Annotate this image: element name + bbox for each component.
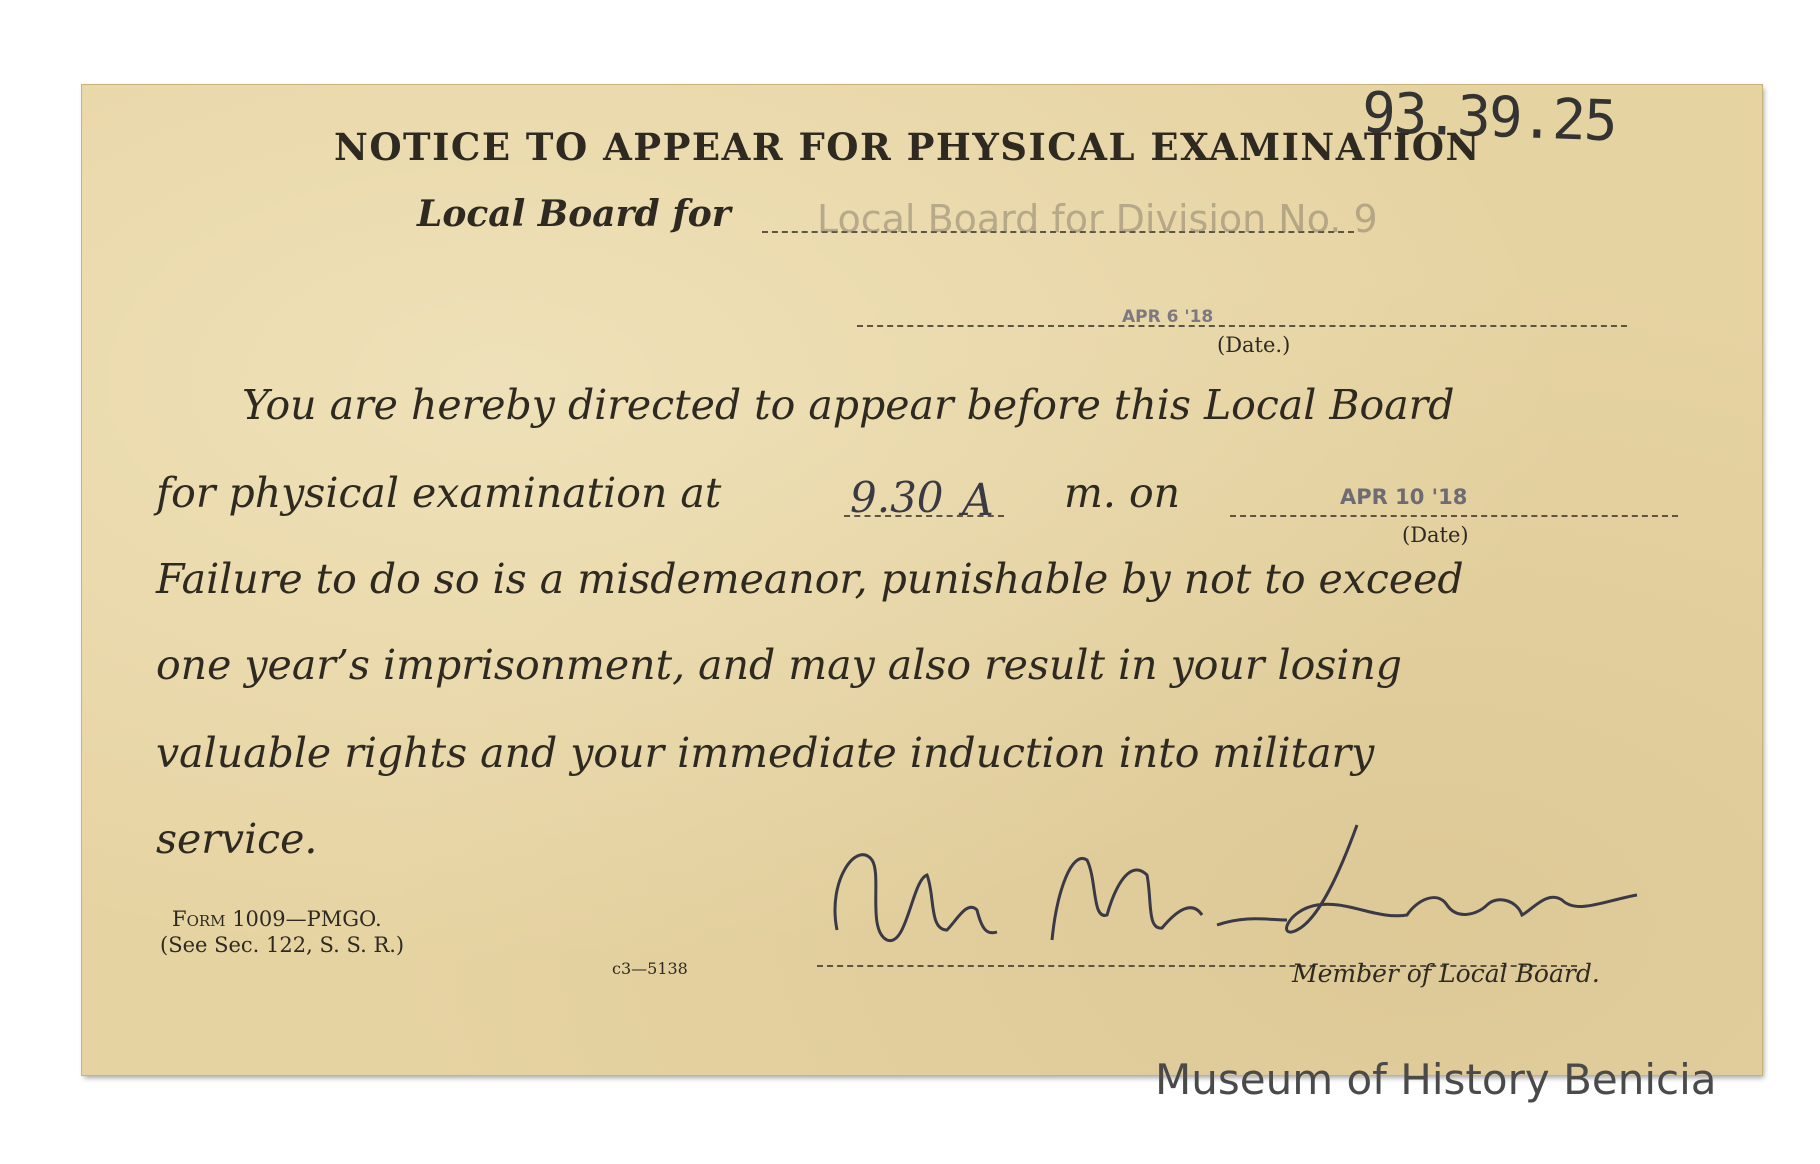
- body-line-1: You are hereby directed to appear before this Local Board: [242, 381, 1455, 429]
- body-line-2-prefix: for physical examination at: [156, 469, 722, 517]
- body-line-4: one year’s imprisonment, and may also result in your losing: [156, 641, 1403, 689]
- museum-watermark: Museum of History Benicia: [1155, 1055, 1717, 1104]
- body-line-6: service.: [156, 815, 318, 863]
- body-line-3: Failure to do so is a misdemeanor, punishable by not to exceed: [156, 555, 1464, 603]
- body-line-5: valuable rights and your immediate induction into military: [156, 729, 1375, 777]
- local-board-stamp: Local Board for Division No. 9: [817, 197, 1378, 241]
- issue-date-line: [857, 325, 1627, 327]
- form-reference: (See Sec. 122, S. S. R.): [160, 933, 405, 957]
- exam-date-stamp: APR 10 '18: [1340, 485, 1468, 509]
- print-code: c3—5138: [612, 959, 688, 978]
- notice-card: [82, 80, 1762, 1075]
- notice-title: NOTICE TO APPEAR FOR PHYSICAL EXAMINATION: [334, 125, 1481, 169]
- form-number: Form 1009—PMGO.: [172, 907, 382, 931]
- exam-ampm: A: [962, 475, 994, 526]
- exam-time: 9.30: [850, 473, 944, 522]
- date-caption: (Date.): [1217, 333, 1291, 357]
- catalog-number: 93.39.25: [1360, 80, 1617, 155]
- body-line-2-suffix: m. on: [1064, 469, 1181, 517]
- signature-caption: Member of Local Board.: [1292, 959, 1600, 988]
- signature: [817, 820, 1657, 970]
- exam-date-caption: (Date): [1402, 523, 1469, 547]
- local-board-label: Local Board for: [417, 193, 731, 235]
- exam-date-line: [1230, 515, 1678, 517]
- issue-date-stamp: APR 6 '18: [1122, 307, 1214, 327]
